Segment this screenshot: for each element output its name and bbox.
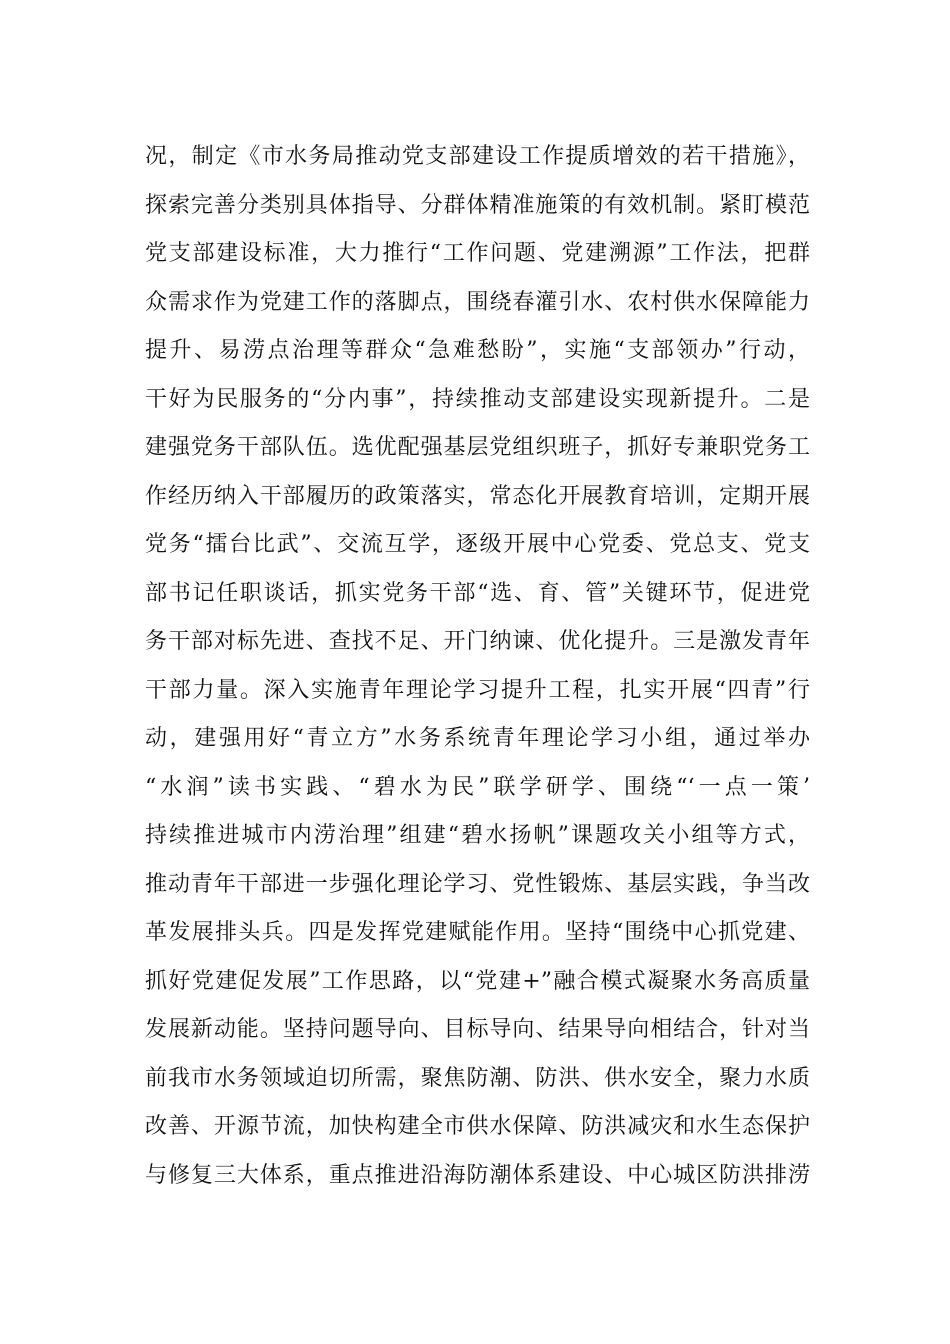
text-line: 众需求作为党建工作的落脚点，围绕春灌引水、农村供水保障能力 xyxy=(145,289,810,315)
text-line: 党支部建设标准，大力推行“工作问题、党建溯源”工作法，把群 xyxy=(145,241,810,266)
text-line: 干部力量。深入实施青年理论学习提升工程，扎实开展“四青”行 xyxy=(145,677,810,703)
text-line: 发展新动能。坚持问题导向、目标导向、结果导向相结合，针对当 xyxy=(145,1017,810,1042)
text-line: 党务“擂台比武”、交流互学，逐级开展中心党委、党总支、党支 xyxy=(145,532,810,557)
text-line: 动，建强用好“青立方”水务系统青年理论学习小组，通过举办 xyxy=(145,726,810,751)
text-line: 与修复三大体系，重点推进沿海防潮体系建设、中心城区防洪排涝 xyxy=(145,1162,810,1188)
text-line: 持续推进城市内涝治理”组建“碧水扬帆”课题攻关小组等方式， xyxy=(145,823,810,848)
text-line: 探索完善分类别具体指导、分群体精准施策的有效机制。紧盯模范 xyxy=(145,192,810,218)
text-line: 前我市水务领域迫切所需，聚焦防潮、防洪、供水安全，聚力水质 xyxy=(145,1065,810,1091)
text-line: 干好为民服务的“分内事”，持续推动支部建设实现新提升。二是 xyxy=(145,386,810,412)
text-line: 务干部对标先进、查找不足、开门纳谏、优化提升。三是激发青年 xyxy=(145,629,810,654)
body-paragraph xyxy=(145,133,810,1200)
text-line: 提升、易涝点治理等群众“急难愁盼”，实施“支部领办”行动， xyxy=(145,338,810,363)
text-line: 建强党务干部队伍。选优配强基层党组织班子，抓好专兼职党务工 xyxy=(145,435,810,460)
text-line: 抓好党建促发展”工作思路，以“党建+”融合模式凝聚水务高质量 xyxy=(145,968,810,994)
text-line: “水润”读书实践、“碧水为民”联学研学、围绕“‘一点一策’ xyxy=(145,774,810,800)
text-line: 作经历纳入干部履历的政策落实，常态化开展教育培训，定期开展 xyxy=(145,483,810,509)
text-line: 况，制定《市水务局推动党支部建设工作提质增效的若干措施》， xyxy=(145,144,810,169)
text-line: 推动青年干部进一步强化理论学习、党性锻炼、基层实践，争当改 xyxy=(145,871,810,897)
text-line: 改善、开源节流，加快构建全市供水保障、防洪减灾和水生态保护 xyxy=(145,1114,810,1139)
text-line: 革发展排头兵。四是发挥党建赋能作用。坚持“围绕中心抓党建、 xyxy=(145,920,810,945)
text-line: 部书记任职谈话，抓实党务干部“选、育、管”关键环节，促进党 xyxy=(145,580,810,606)
